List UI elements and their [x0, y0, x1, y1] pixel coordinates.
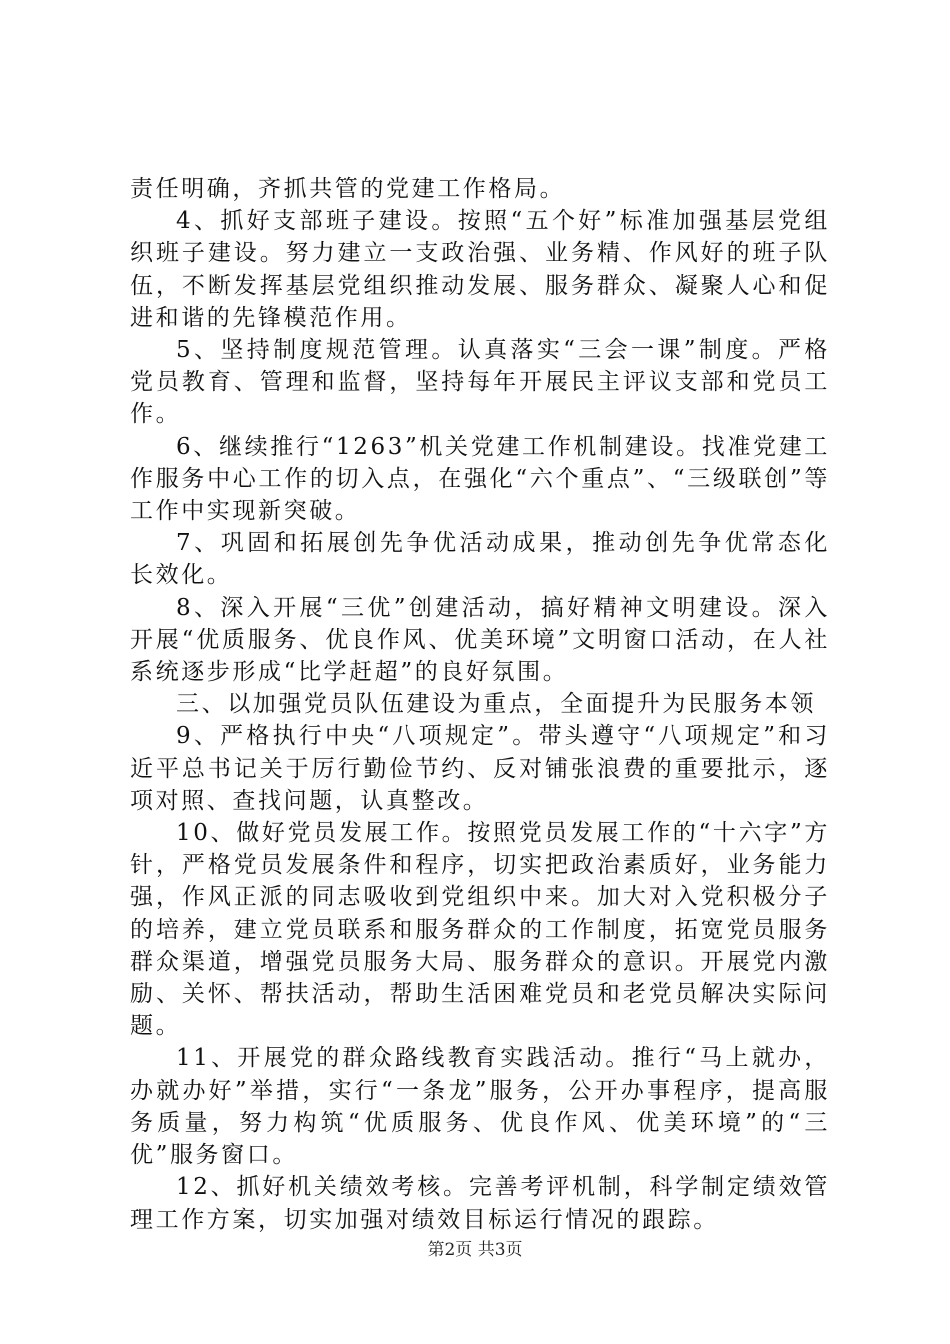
page-footer: 第2页 共3页 — [427, 1240, 523, 1260]
paragraph-item-9: 9、严格执行中央“八项规定”。带头遵守“八项规定”和习近平总书记关于厉行勤俭节约、反对铺张浪费的重要批示，逐项对照、查找问题，认真整改。 — [130, 723, 830, 814]
paragraph-item-6: 6、继续推行“1263”机关党建工作机制建设。找准党建工作服务中心工作的切入点，在强化“六个重点”、“三级联创”等工作中实现新突破。 — [130, 433, 830, 525]
paragraph-item-4: 4、抓好支部班子建设。按照“五个好”标准加强基层党组织班子建设。努力建立一支政治强、业务精、作风好的班子队伍，不断发挥基层党组织推动发展、服务群众、凝聚人心和促进和谐的先锋模范作用。 — [130, 208, 830, 331]
document-body — [130, 173, 830, 1236]
paragraph-item-8: 8、深入开展“三优”创建活动，搞好精神文明建设。深入开展“优质服务、优良作风、优美环境”文明窗口活动，在人社系统逐步形成“比学赶超”的良好氛围。 — [130, 594, 830, 686]
section-heading-3: 三、以加强党员队伍建设为重点，全面提升为民服务本领 — [176, 691, 816, 718]
paragraph-item-7: 7、巩固和拓展创先争优活动成果，推动创先争优常态化长效化。 — [130, 530, 830, 589]
paragraph-item-5: 5、坚持制度规范管理。认真落实“三会一课”制度。严格党员教育、管理和监督，坚持每年开展民主评议支部和党员工作。 — [130, 337, 830, 428]
paragraph-item-11: 11、开展党的群众路线教育实践活动。推行“马上就办，办就办好”举措，实行“一条龙”服务，公开办事程序，提高服务质量，努力构筑“优质服务、优良作风、优美环境”的“三优”服务窗口。 — [130, 1045, 830, 1169]
paragraph-item-10: 10、做好党员发展工作。按照党员发展工作的“十六字”方针，严格党员发展条件和程序，切实把政治素质好，业务能力强，作风正派的同志吸收到党组织中来。加大对入党积极分子的培养，建立党员联系和服务群众的工作制度，拓宽党员服务群众渠道，增强党员服务大局、服务群众的意识。开展党内激励、关怀、帮扶活动，帮助生活困难党员和老党员解决实际问题。 — [130, 820, 830, 1040]
paragraph-item-12: 12、抓好机关绩效考核。完善考评机制，科学制定绩效管理工作方案，切实加强对绩效目标运行情况的跟踪。 — [130, 1174, 830, 1233]
paragraph-continuation: 责任明确，齐抓共管的党建工作格局。 — [130, 176, 566, 202]
